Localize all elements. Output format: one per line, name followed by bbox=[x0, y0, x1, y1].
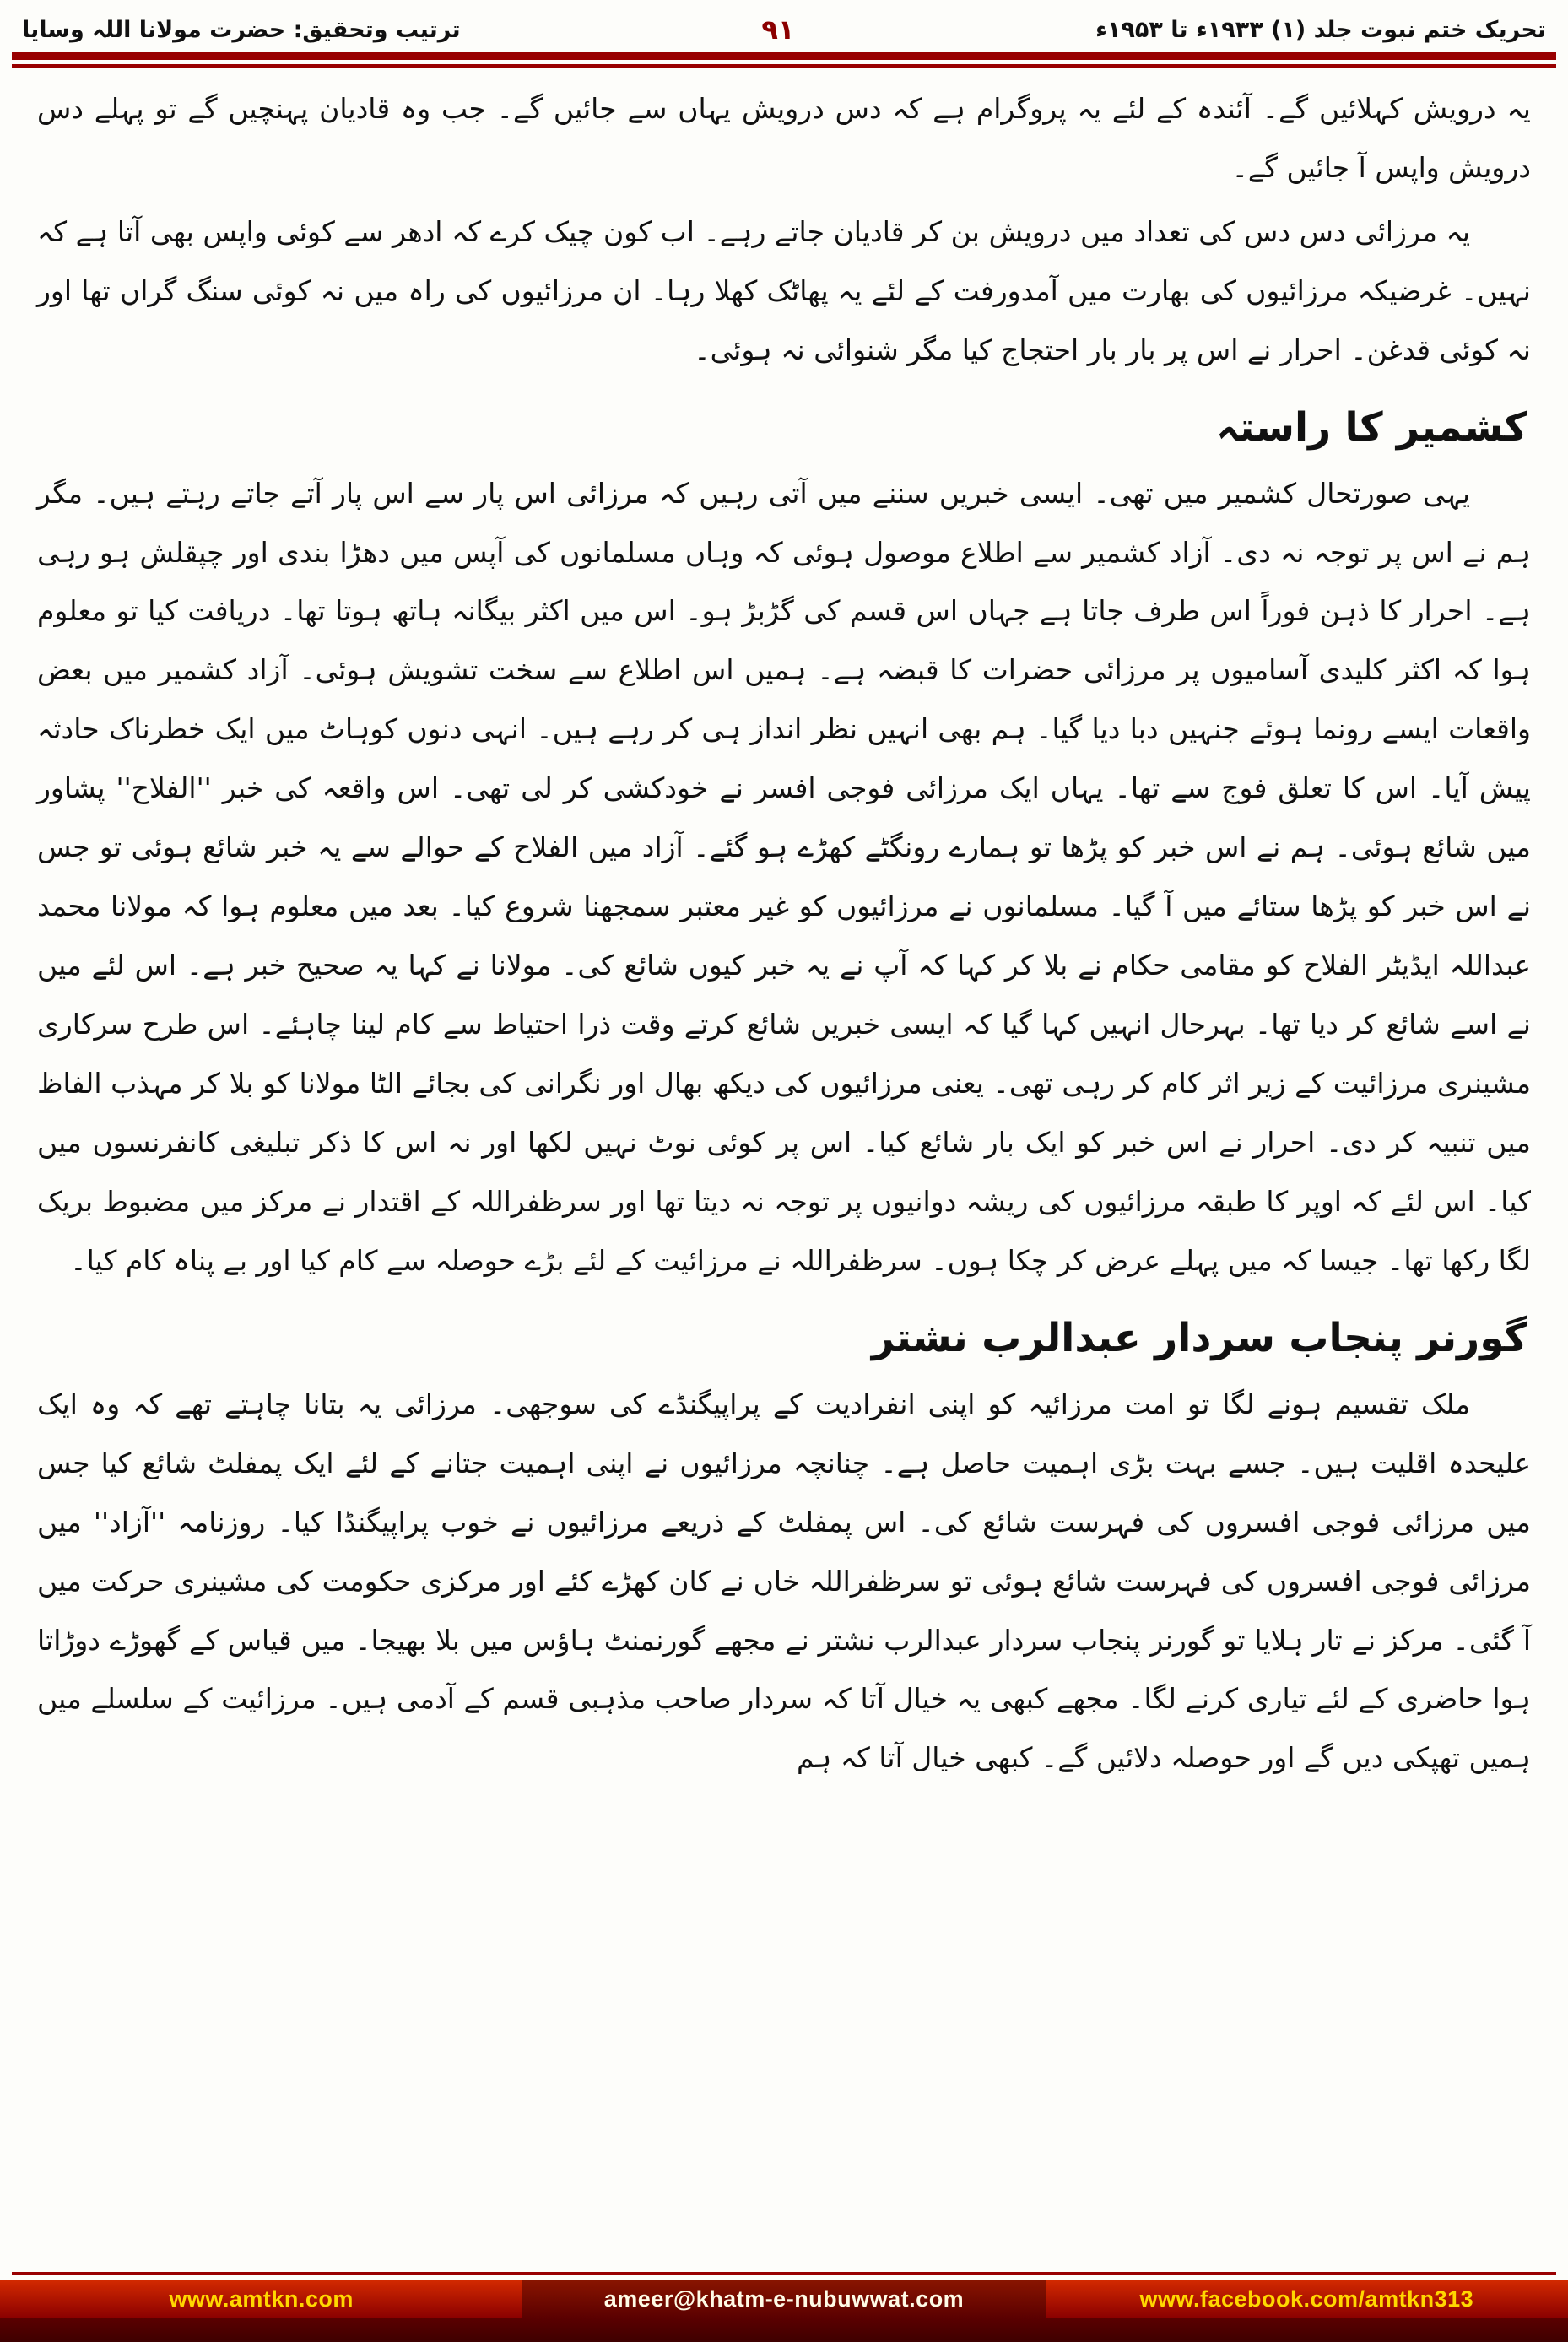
section-heading-governor-punjab: گورنر پنجاب سردار عبدالرب نشتر bbox=[871, 1314, 1527, 1361]
page-header bbox=[0, 0, 1568, 52]
website-link[interactable]: www.amtkn.com bbox=[0, 2280, 522, 2318]
editor-credit: ترتیب وتحقیق: حضرت مولانا اللہ وسایا bbox=[22, 16, 461, 43]
page-content bbox=[0, 68, 1568, 2203]
paragraph-governor: ملک تقسیم ہونے لگا تو امت مرزائیہ کو اپنی انفرادیت کے پراپیگنڈے کی سوجھی۔ مرزائی یہ بتانا چاہتے تھے کہ وہ ایک علیحدہ اقلیت ہیں۔ جسے بہت بڑی اہمیت حاصل ہے۔ چنانچہ مرزائیوں نے اپنی اہمیت جتانے کے لئے ایک پمفلٹ شائع کیا جس میں مرزائی فوجی افسروں کی فہرست شائع کی۔ اس پمفلٹ کے ذریعے مرزائیوں نے خوب پراپیگنڈا کیا۔ روزنامہ ''آزاد'' میں مرزائی فوجی افسروں کی فہرست شائع ہوئی تو سرظفراللہ خاں نے کان کھڑے کئے اور مرکزی حکومت کی مشینری حرکت میں آ گئی۔ مرکز نے تار ہلایا تو گورنر پنجاب سردار عبدالرب نشتر نے مجھے گورنمنٹ ہاؤس میں بلا بھیجا۔ میں قیاس کے گھوڑے دوڑاتا ہوا حاضری کے لئے تیاری کرنے لگا۔ مجھے کبھی یہ خیال آتا کہ سردار صاحب مذہبی قسم کے آدمی ہیں۔ مرزائیت کے سلسلے میں ہمیں تھپکی دیں گے اور حوصلہ دلائیں گے۔ کبھی خیال آتا کہ ہم bbox=[37, 1387, 1531, 1775]
paragraph-kashmir: یہی صورتحال کشمیر میں تھی۔ ایسی خبریں سننے میں آتی رہیں کہ مرزائی اس پار سے اس پار آتے جاتے رہتے ہیں۔ مگر ہم نے اس پر توجہ نہ دی۔ آزاد کشمیر سے اطلاع موصول ہوئی کہ وہاں مسلمانوں کی آپس میں دھڑا بندی اور چپقلش ہو رہی ہے۔ احرار کا ذہن فوراً اس طرف جاتا ہے جہاں اس قسم کی گڑبڑ ہو۔ اس میں اکثر بیگانہ ہاتھ ہوتا تھا۔ دریافت کیا تو معلوم ہوا کہ اکثر کلیدی آسامیوں پر مرزائی حضرات کا قبضہ ہے۔ ہمیں اس اطلاع سے سخت تشویش ہوئی۔ آزاد کشمیر میں بعض واقعات ایسے رونما ہوئے جنہیں دبا دیا گیا۔ ہم بھی انہیں نظر انداز ہی کر رہے ہیں۔ انہی دنوں کوہاٹ میں ایک خطرناک حادثہ پیش آیا۔ اس کا تعلق فوج سے تھا۔ یہاں ایک مرزائی فوجی افسر نے خودکشی کر لی تھی۔ اس واقعہ کی خبر ''الفلاح'' پشاور میں شائع ہوئی۔ ہم نے اس خبر کو پڑھا تو ہمارے رونگٹے کھڑے ہو گئے۔ آزاد میں الفلاح کے حوالے سے یہ خبر شائع ہوئی تو جس نے اس خبر کو پڑھا ستائے میں آ گیا۔ مسلمانوں نے مرزائیوں کو غیر معتبر سمجھنا شروع کیا۔ بعد میں معلوم ہوا کہ مولانا محمد عبداللہ ایڈیٹر الفلاح کو مقامی حکام نے بلا کر کہا کہ آپ نے یہ خبر کیوں شائع کی۔ مولانا نے کہا یہ صحیح خبر ہے۔ اس لئے میں نے اسے شائع کر دیا تھا۔ بہرحال انہیں کہا گیا کہ ایسی خبریں شائع کرتے وقت ذرا احتیاط سے کام لینا چاہئے۔ اس طرح سرکاری مشینری مرزائیت کے زیر اثر کام کر رہی تھی۔ یعنی مرزائیوں کی دیکھ بھال اور نگرانی کی بجائے الٹا مولانا کو بلا کر مہذب الفاظ میں تنبیہ کر دی۔ احرار نے اس خبر کو ایک بار شائع کیا۔ اس پر کوئی نوٹ نہیں لکھا اور نہ اس کا ذکر تبلیغی کانفرنسوں میں کیا۔ اس لئے کہ اوپر کا طبقہ مرزائیوں کی ریشہ دوانیوں پر توجہ نہ دیتا تھا اور سرظفراللہ کے اقتدار نے مرکز میں مضبوط بریک لگا رکھا تھا۔ جیسا کہ میں پہلے عرض کر چکا ہوں۔ سرظفراللہ نے مرزائیت کے لئے بڑے حوصلہ سے کام کیا اور بے پناہ کام کیا۔ bbox=[37, 476, 1531, 1277]
page-number: ۹۱ bbox=[761, 14, 795, 46]
paragraph-continuation: یہ درویش کہلائیں گے۔ آئندہ کے لئے یہ پروگرام ہے کہ دس درویش یہاں سے جائیں گے۔ جب وہ قادیان پہنچیں گے تو پہلے دس درویش واپس آ جائیں گے۔ bbox=[37, 92, 1531, 184]
footer-bar bbox=[0, 2280, 1568, 2318]
paragraph-mirzai-darwesh: یہ مرزائی دس دس کی تعداد میں درویش بن کر قادیان جاتے رہے۔ اب کون چیک کرے کہ ادھر سے کوئی واپس بھی آتا ہے کہ نہیں۔ غرضیکہ مرزائیوں کی بھارت میں آمدورفت کے لئے یہ پھاٹک کھلا رہا۔ ان مرزائیوں کی راہ میں نہ کوئی سنگ گراں تھا اور نہ کوئی قدغن۔ احرار نے اس پر بار بار احتجاج کیا مگر شنوائی نہ ہوئی۔ bbox=[37, 214, 1531, 366]
section-heading-kashmir-route: کشمیر کا راستہ bbox=[1216, 403, 1527, 451]
book-title: تحریک ختم نبوت جلد (۱) ۱۹۳۳ء تا ۱۹۵۳ء bbox=[1095, 16, 1546, 43]
header-double-rule bbox=[0, 52, 1568, 68]
facebook-link[interactable]: www.facebook.com/amtkn313 bbox=[1046, 2280, 1568, 2318]
page-footer bbox=[0, 2272, 1568, 2342]
rule-thick bbox=[12, 52, 1556, 60]
email-link[interactable]: ameer@khatm-e-nubuwwat.com bbox=[522, 2280, 1045, 2318]
footer-bottom-strip bbox=[0, 2318, 1568, 2342]
footer-rule bbox=[12, 2272, 1556, 2275]
